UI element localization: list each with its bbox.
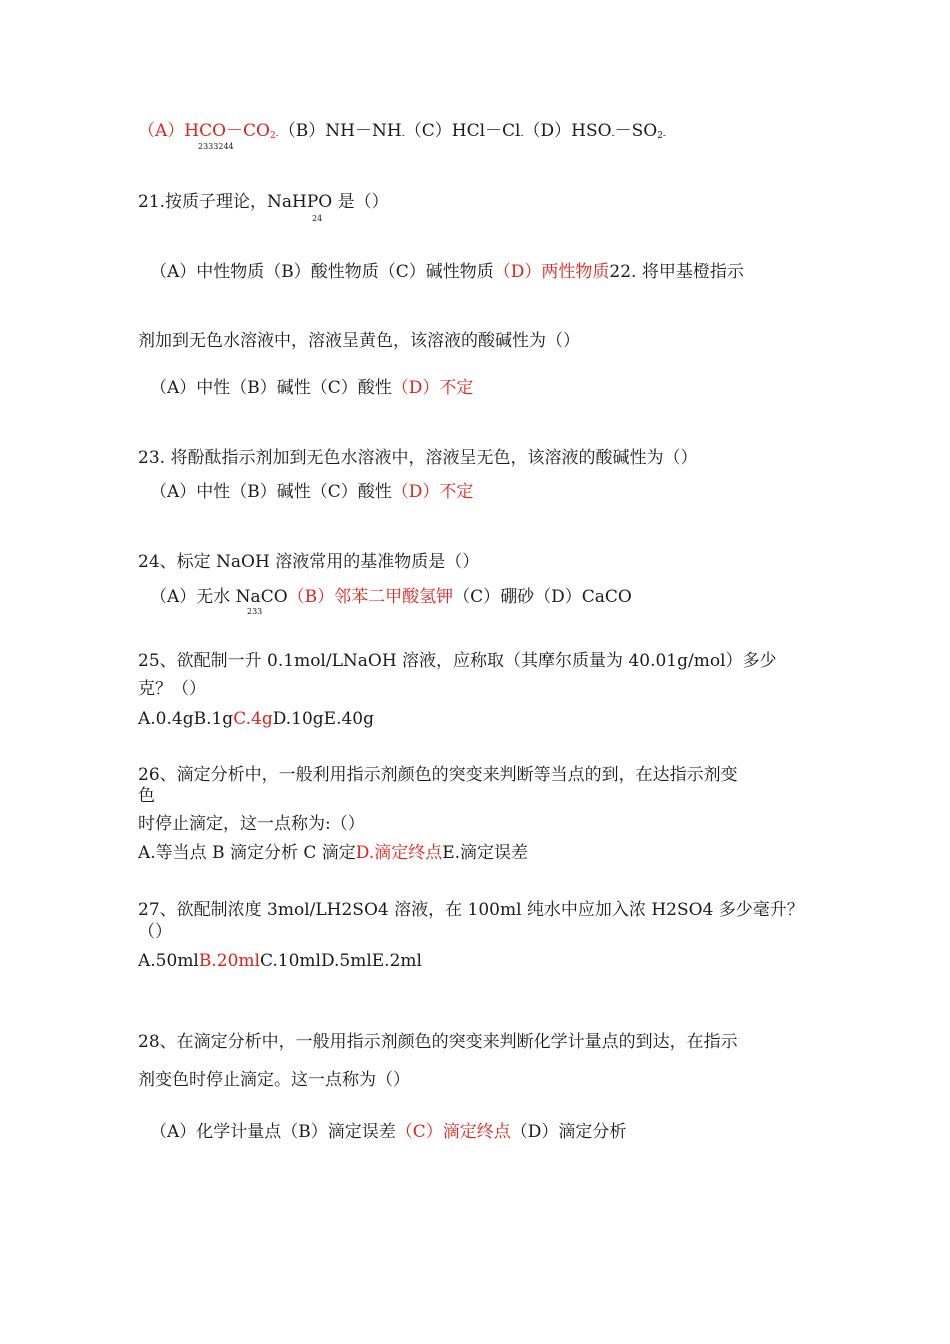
q22-answer: （D）不定 (391, 378, 474, 398)
q26-stem-2: 色 (138, 786, 155, 806)
q24-answer: （B）邻苯二甲酸氢钾 (287, 587, 454, 607)
q26-answer: D.滴定终点 (355, 843, 443, 863)
q27-answer: B.20ml (198, 951, 260, 971)
q22-stem-start: 22. 将甲基橙指示 (609, 262, 744, 282)
q27-stem-2: （） (138, 922, 172, 942)
q25-answer: C.4g (233, 709, 273, 729)
q22-options: （A）中性（B）碱性（C）酸性（D）不定 (150, 378, 474, 398)
q24-options: （A）无水 NaCO（B）邻苯二甲酸氢钾（C）硼砂（D）CaCO (150, 587, 632, 607)
q21-answer: （D）两性物质 (493, 262, 610, 282)
q28-stem-1: 28、在滴定分析中，一般用指示剂颜色的突变来判断化学计量点的到达，在指示 (138, 1032, 738, 1052)
q28-answer: （C）滴定终点 (395, 1122, 511, 1142)
q24-subscript: 233 (247, 607, 263, 616)
q26-options: A.等当点 B 滴定分析 C 滴定D.滴定终点E.滴定误差 (138, 843, 529, 863)
q25-stem-2: 克？（） (138, 679, 206, 699)
q28-stem-2: 剂变色时停止滴定。这一点称为（） (138, 1070, 410, 1090)
q23-stem: 23. 将酚酞指示剂加到无色水溶液中，溶液呈无色，该溶液的酸碱性为（） (138, 448, 698, 468)
q20-option-c: （C）HCl－Cl- (404, 121, 524, 141)
q25-options: A.0.4gB.1gC.4gD.10gE.40g (138, 709, 374, 729)
q25-stem-1: 25、欲配制一升 0.1mol/LNaOH 溶液，应称取（其摩尔质量为 40.01g/mol）多少 (138, 651, 777, 671)
q24-stem: 24、标定 NaOH 溶液常用的基准物质是（） (138, 552, 480, 572)
q21-stem: 21.按质子理论，NaHPO 是（） (138, 192, 389, 212)
q27-options: A.50mlB.20mlC.10mlD.5mlE.2ml (138, 951, 422, 971)
q21-options: （A）中性物质（B）酸性物质（C）碱性物质（D）两性物质22. 将甲基橙指示 (150, 262, 744, 282)
q20-option-a: （A）HCO－CO2- (138, 121, 279, 141)
q23-answer: （D）不定 (391, 482, 474, 502)
q28-options: （A）化学计量点（B）滴定误差（C）滴定终点（D）滴定分析 (150, 1122, 627, 1142)
q27-stem-1: 27、欲配制浓度 3mol/LH2SO4 溶液，在 100ml 纯水中应加入浓 H2SO4 多少毫升？ (138, 900, 804, 920)
q26-stem-3: 时停止滴定，这一点称为:（） (138, 814, 365, 834)
q26-stem-1: 26、滴定分析中，一般利用指示剂颜色的突变来判断等当点的到，在达指示剂变 (138, 765, 738, 785)
q22-stem: 剂加到无色水溶液中，溶液呈黄色，该溶液的酸碱性为（） (138, 331, 580, 351)
q20-option-b: （B）NH－NH- (278, 121, 405, 141)
q23-options: （A）中性（B）碱性（C）酸性（D）不定 (150, 482, 474, 502)
q20-option-d: （D）HSO-－SO2- (523, 121, 666, 141)
q21-subscript: 24 (312, 214, 323, 223)
q20-subscripts: 2333244 (198, 142, 234, 151)
